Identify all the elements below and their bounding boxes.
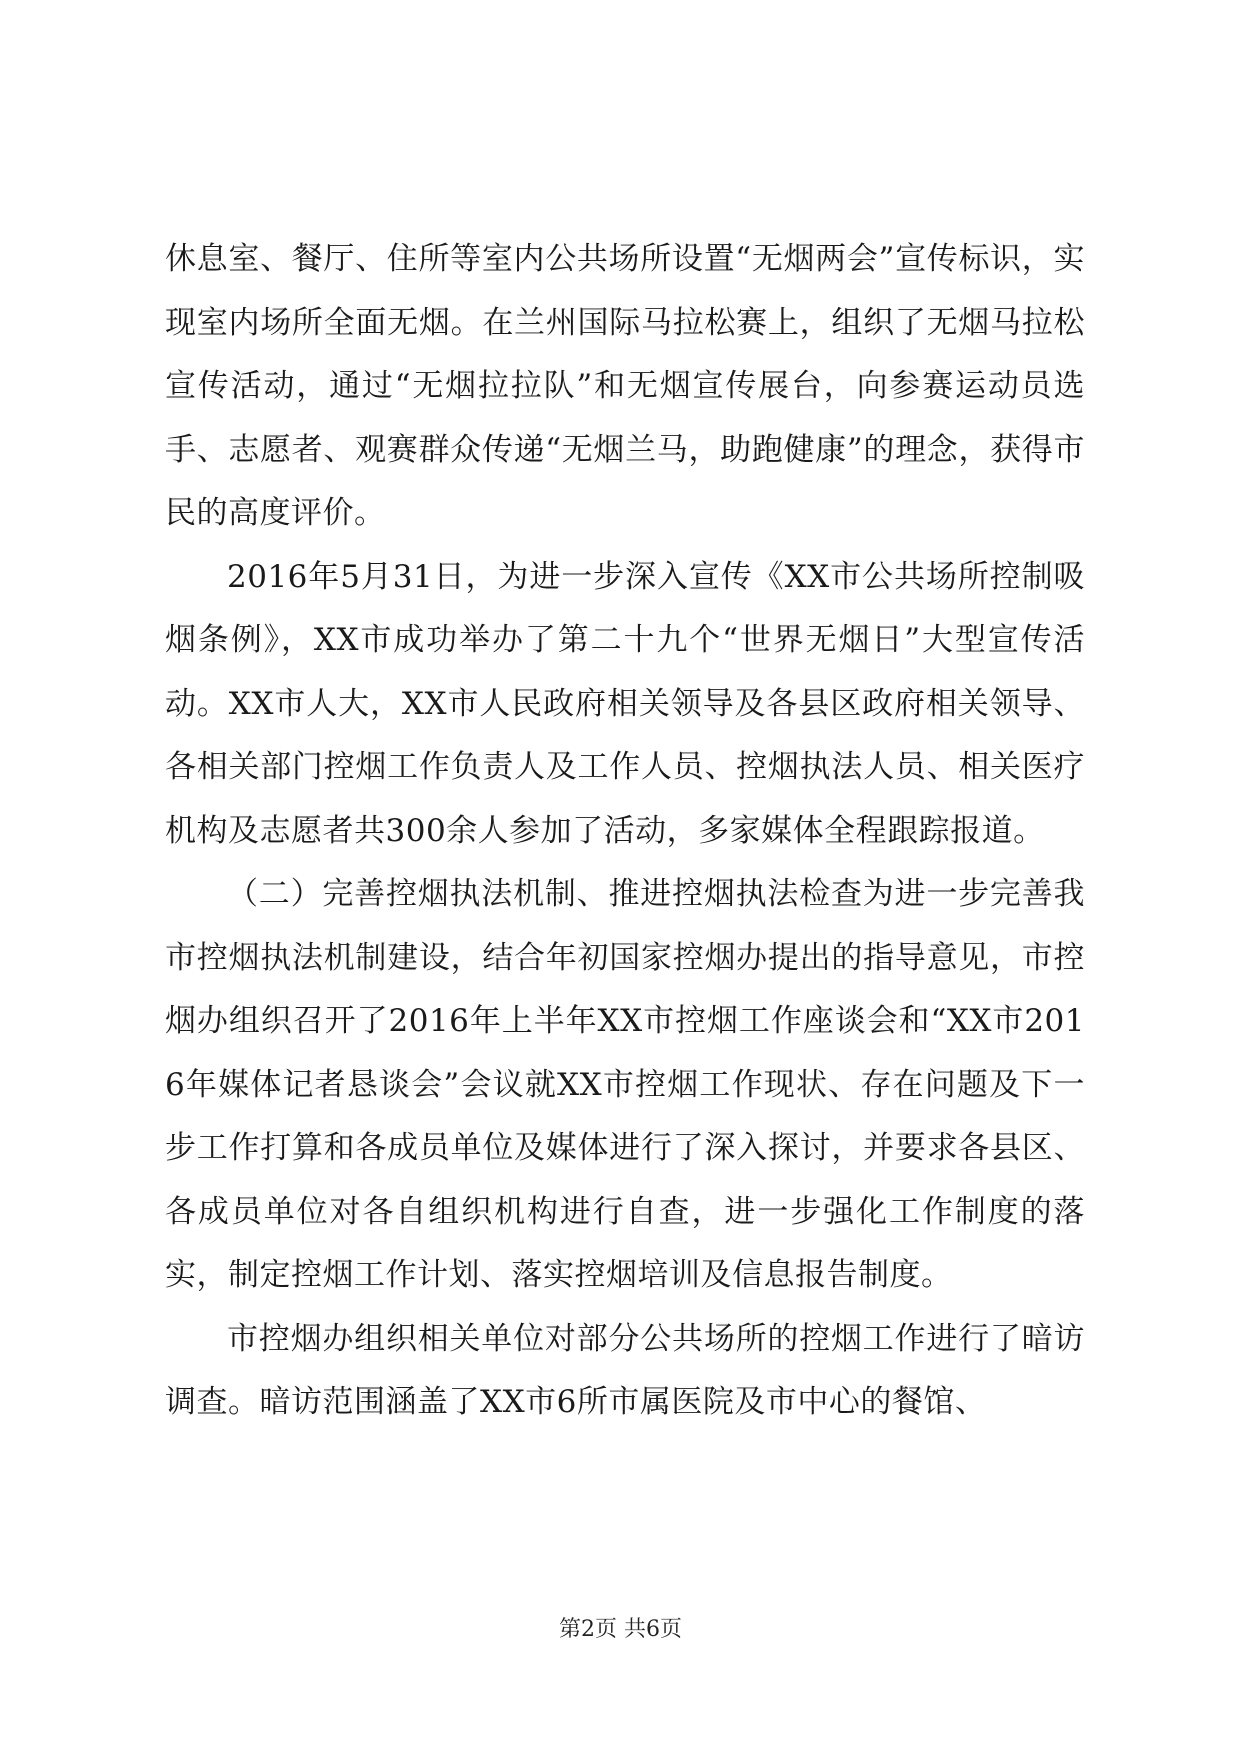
paragraph-continued: 休息室、餐厅、住所等室内公共场所设置“无烟两会”宣传标识，实现室内场所全面无烟。在兰州国际马拉松赛上，组织了无烟马拉松宣传活动，通过“无烟拉拉队”和无烟宣传展台，向参赛运动员选手、志愿者、观赛群众传递“无烟兰马，助跑健康”的理念，获得市民的高度评价。	[165, 241, 1085, 531]
page-number-footer: 第2页 共6页	[559, 1617, 682, 1642]
document-body	[165, 228, 1085, 1435]
paragraph-enforcement-mechanism: （二）完善控烟执法机制、推进控烟执法检查为进一步完善我市控烟执法机制建设，结合年初国家控烟办提出的指导意见，市控烟办组织召开了2016年上半年XX市控烟工作座谈会和“XX市2016年媒体记者恳谈会”会议就XX市控烟工作现状、存在问题及下一步工作打算和各成员单位及媒体进行了深入探讨，并要求各县区、各成员单位对各自组织机构进行自查，进一步强化工作制度的落实，制定控烟工作计划、落实控烟培训及信息报告制度。	[165, 876, 1085, 1293]
paragraph-undercover-inspection: 市控烟办组织相关单位对部分公共场所的控烟工作进行了暗访调查。暗访范围涵盖了XX市6所市属医院及市中心的餐馆、	[165, 1320, 1085, 1420]
paragraph-world-no-tobacco-day: 2016年5月31日，为进一步深入宣传《XX市公共场所控制吸烟条例》，XX市成功举办了第二十九个“世界无烟日”大型宣传活动。XX市人大，XX市人民政府相关领导及各县区政府相关领导、各相关部门控烟工作负责人及工作人员、控烟执法人员、相关医疗机构及志愿者共300余人参加了活动，多家媒体全程跟踪报道。	[165, 558, 1085, 849]
